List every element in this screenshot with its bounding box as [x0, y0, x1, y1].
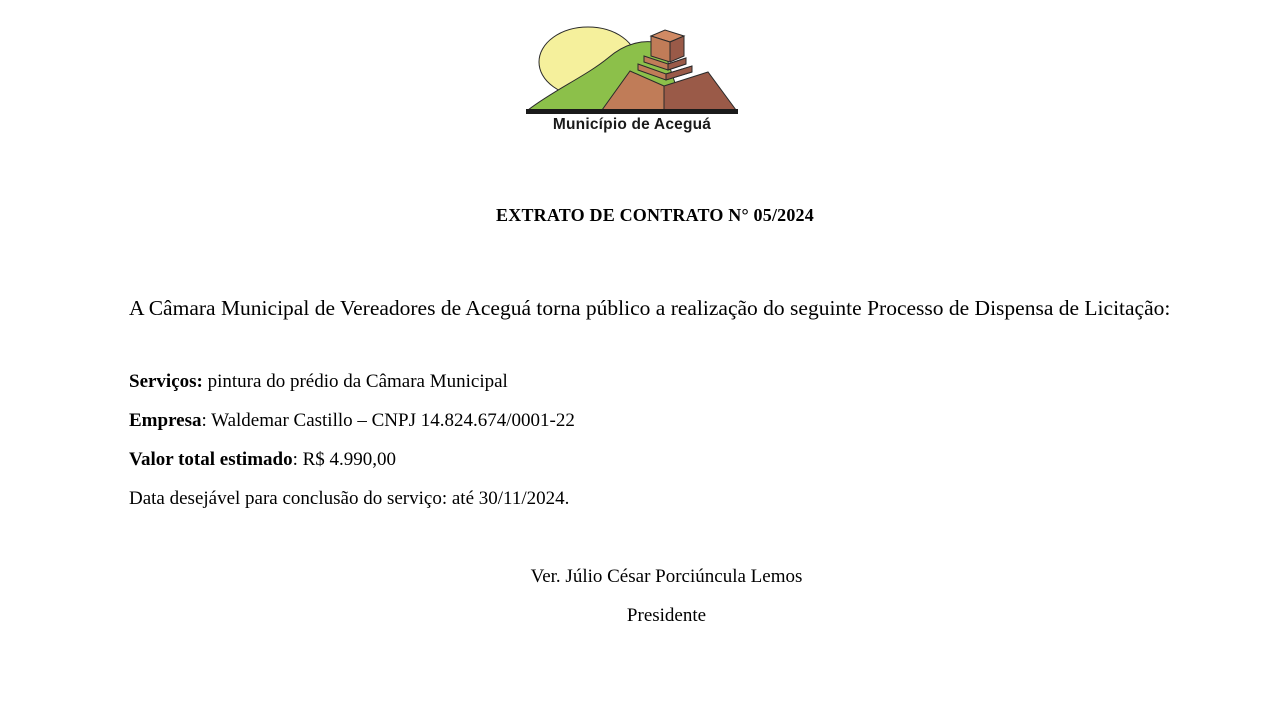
- logo-base-bar: [526, 109, 738, 114]
- logo-emblem: [524, 24, 740, 120]
- municipality-logo: [524, 24, 740, 138]
- services-label: Serviços:: [129, 371, 203, 392]
- logo-wordmark: Município de Aceguá: [552, 116, 712, 133]
- total-value-line: [129, 449, 396, 471]
- signatory-name: Ver. Júlio César Porciúncula Lemos: [530, 566, 803, 587]
- services-line: [129, 371, 508, 393]
- services-value: pintura do prédio da Câmara Municipal: [202, 371, 508, 392]
- signatory-role: Presidente: [626, 605, 707, 626]
- document-title: EXTRATO DE CONTRATO N° 05/2024: [496, 205, 814, 225]
- company-value: : Waldemar Castillo – CNPJ 14.824.674/0001-22: [201, 410, 575, 431]
- intro-paragraph: A Câmara Municipal de Vereadores de Aceguá torna público a realização do seguinte Processo de Dispensa de Licitação:: [129, 296, 1171, 320]
- deadline-line: Data desejável para conclusão do serviço: até 30/11/2024.: [129, 488, 570, 509]
- company-label: Empresa: [129, 410, 202, 431]
- company-line: [129, 410, 575, 432]
- total-value-amount: : R$ 4.990,00: [292, 449, 397, 470]
- total-value-label: Valor total estimado: [129, 449, 293, 470]
